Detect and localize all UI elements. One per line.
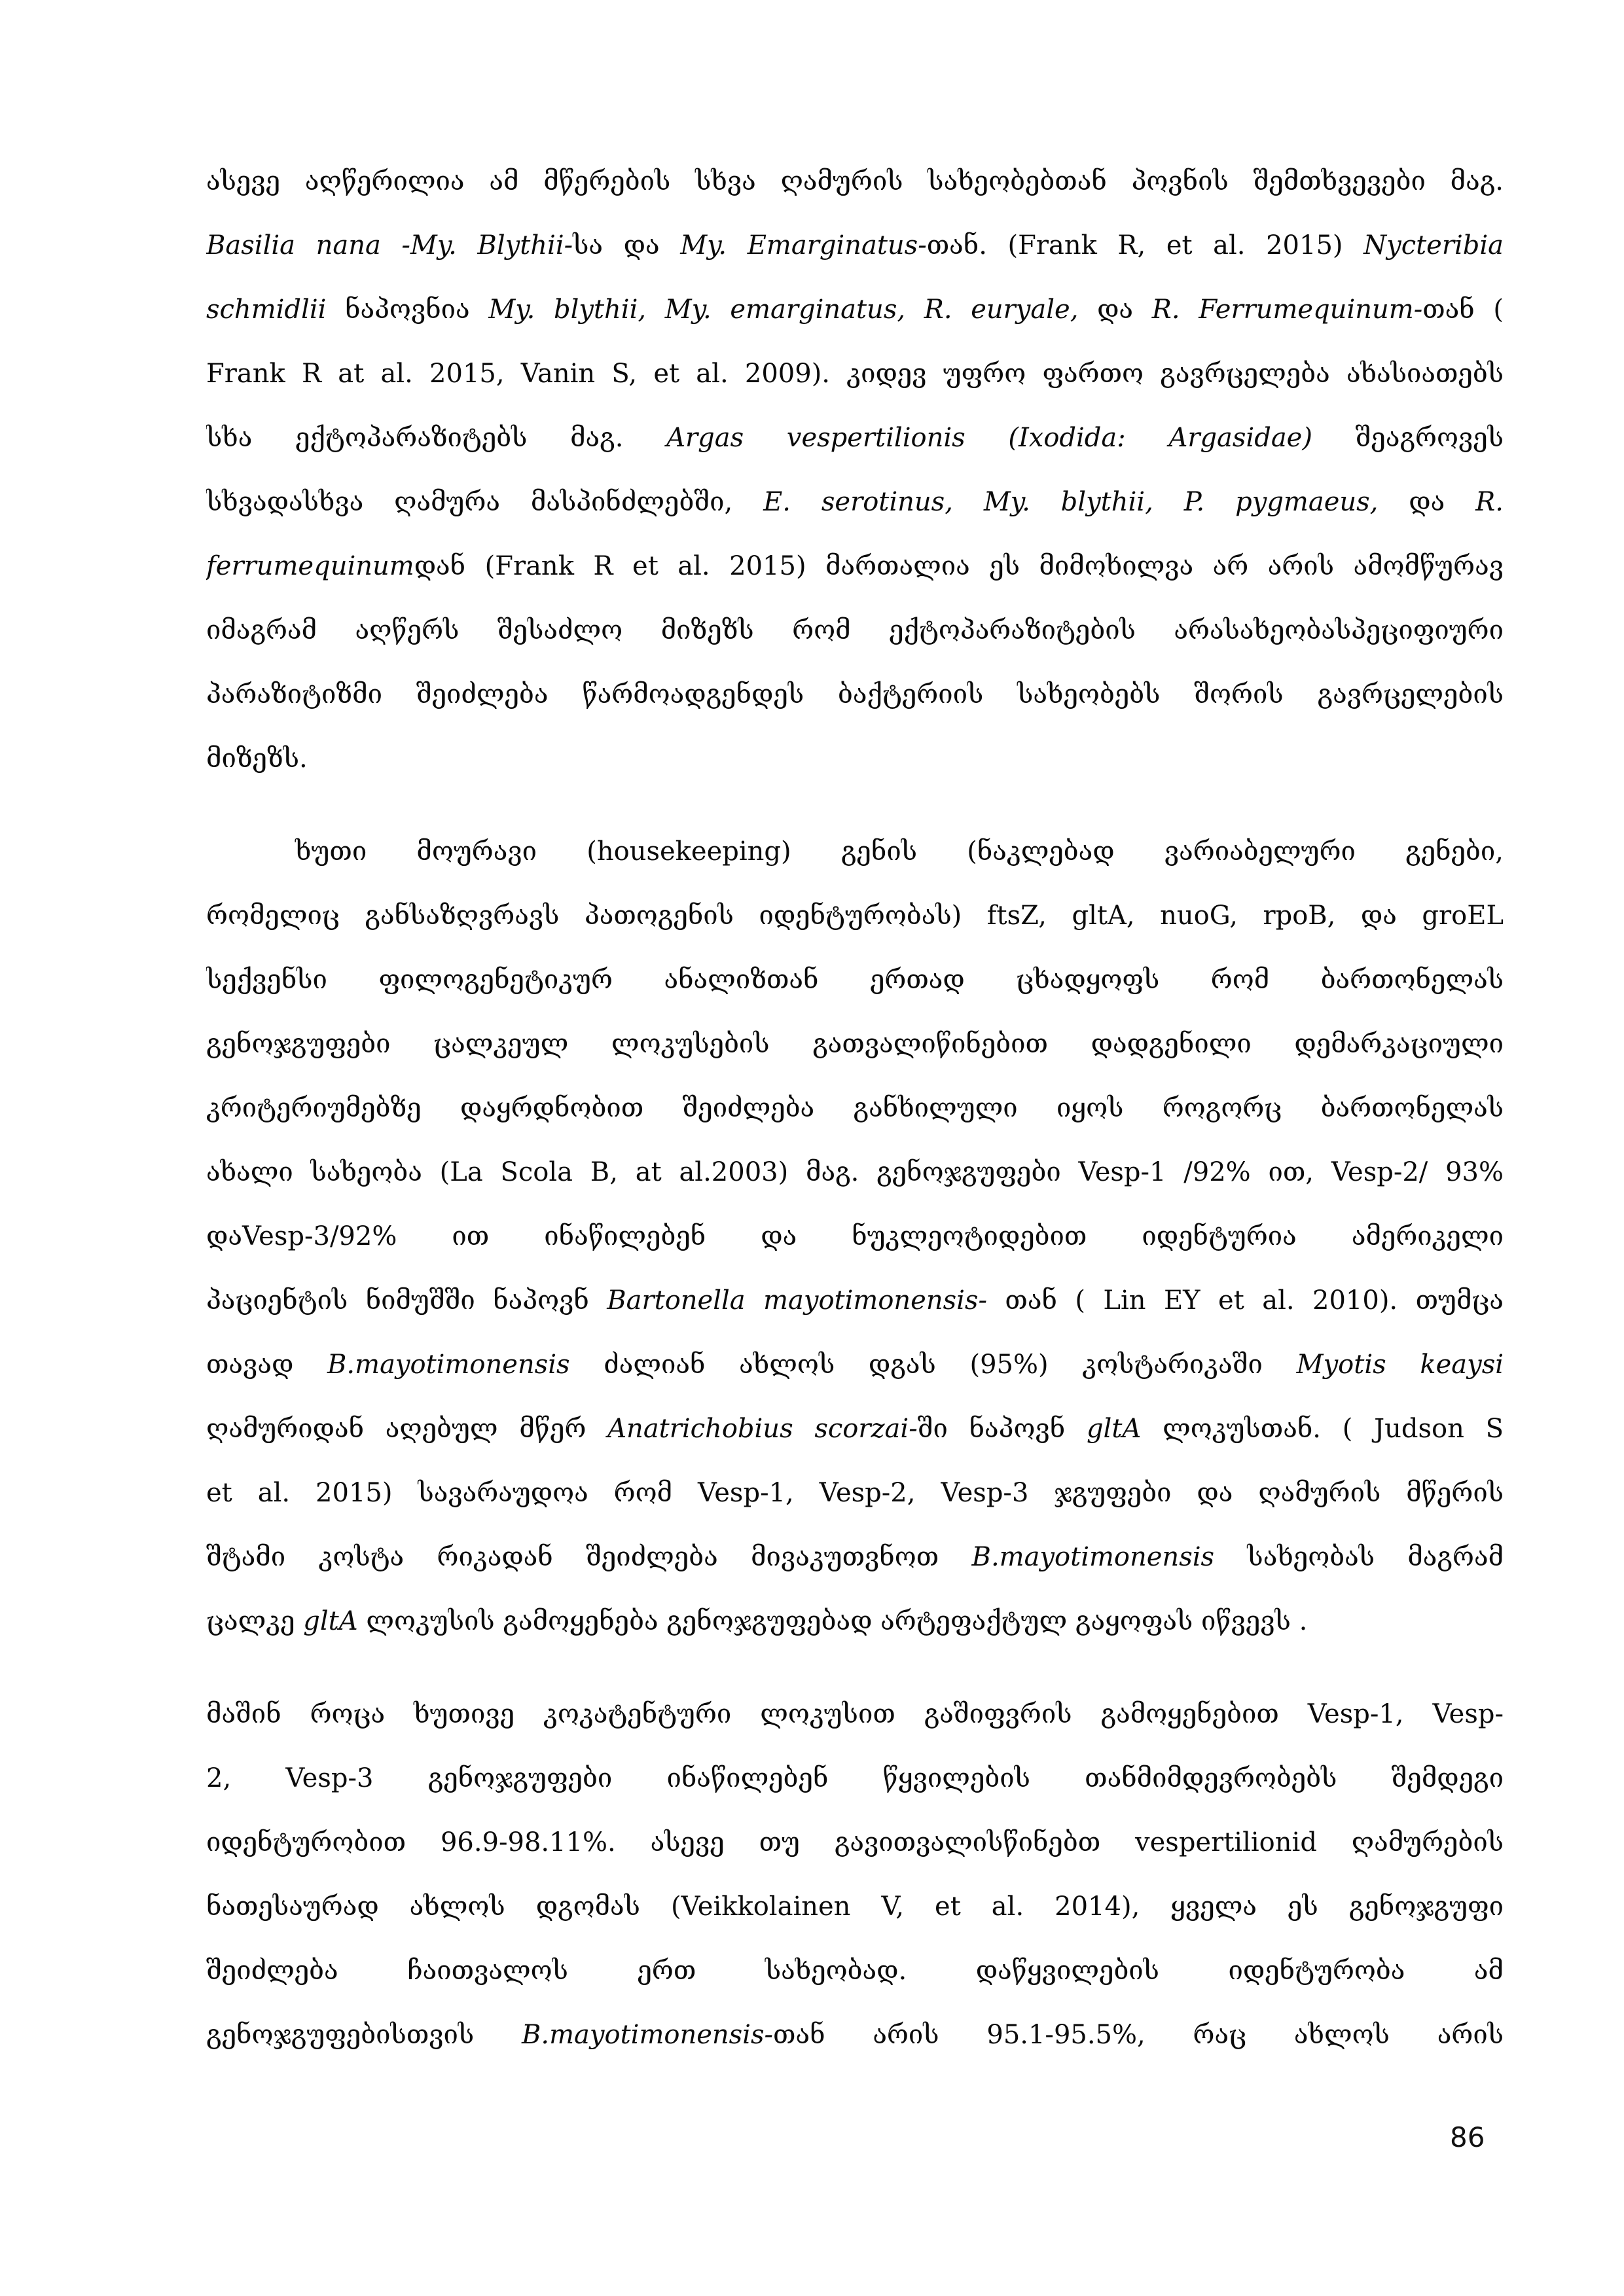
text-line — [206, 598, 1504, 662]
text-run: ახალი სახეობა (La Scola B, at al.2003) მაგ. გენოჯგუფები Vesp-1 /92% ით, Vesp-2/ 93% — [206, 1157, 1504, 1187]
text-line — [206, 213, 1504, 278]
text-run: თან არის 95.1-95.5%, რაც ახლოს არის — [773, 2020, 1504, 2050]
text-line — [206, 1397, 1504, 1461]
text-run: My. blythii, My. emarginatus, R. euryale, — [488, 295, 1098, 325]
text-line — [206, 726, 1504, 791]
text-line — [206, 948, 1504, 1012]
text-line — [206, 1012, 1504, 1076]
text-run: პარაზიტიზმი შეიძლება წარმოადგენდეს ბაქტერიის სახეობებს შორის გავრცელების — [206, 679, 1504, 709]
text-run: et al. 2015) სავარაუდოა რომ Vesp-1, Vesp-2, Vesp-3 ჯგუფები და ღამურის მწერის — [206, 1478, 1504, 1508]
text-run: ღამურიდან აღებულ მწერ — [206, 1414, 608, 1444]
text-run: R. Ferrumequinum- — [1151, 295, 1423, 325]
text-run: ნაპოვნია — [345, 295, 489, 325]
text-line — [206, 470, 1504, 534]
text-run: შეიძლება ჩაითვალოს ერთ სახეობად. დაწყვილების იდენტურობა ამ — [206, 1956, 1504, 1986]
text-line — [206, 1333, 1504, 1397]
text-run: სახეობას მაგრამ — [1247, 1542, 1504, 1572]
text-run: შეაგროვეს — [1355, 423, 1504, 453]
text-run: Bartonella mayotimonensis- — [607, 1285, 987, 1316]
text-line — [206, 1076, 1504, 1140]
text-run: ასევე აღწერილია ამ მწერების სხვა ღამურის სახეობებთან პოვნის შემთხვევები მაგ. — [206, 166, 1504, 196]
text-line — [206, 1204, 1504, 1268]
text-run: Nycteribia — [1363, 230, 1504, 260]
text-line — [206, 2003, 1504, 2067]
text-run: თან ( Lin EY et al. 2010). თუმცა — [986, 1285, 1504, 1316]
text-run: მაშინ როცა ხუთივე კოკატენტური ლოკუსით გაშიფვრის გამოყენებით Vesp-1, Vesp- — [206, 1699, 1504, 1729]
text-run: B.mayotimonensis — [327, 1350, 604, 1380]
text-run: თან. (Frank R, et al. 2015) — [926, 230, 1364, 260]
text-run: თან ( — [1422, 295, 1504, 325]
text-run: Argas vespertilionis (Ixodida: Argasidae) — [666, 423, 1356, 453]
text-line — [206, 1746, 1504, 1810]
paragraph — [206, 149, 1504, 791]
paragraph — [206, 1682, 1504, 2067]
text-line — [206, 278, 1504, 342]
text-line — [206, 1810, 1504, 1874]
text-run: Anatrichobius scorzai- — [607, 1414, 918, 1444]
text-run: ში ნაპოვნ — [917, 1414, 1087, 1444]
text-run: იდენტურობით 96.9-98.11%. ასევე თუ გავითვალისწინებთ vespertilionid ღამურების — [206, 1827, 1504, 1857]
text-column — [206, 149, 1504, 2096]
text-run: E. serotinus, My. blythii, P. pygmaeus, — [763, 487, 1409, 517]
text-line — [206, 1268, 1504, 1333]
text-run: და — [1097, 295, 1152, 325]
text-line — [206, 149, 1504, 213]
text-run: Basilia nana -My. Blythii- — [206, 230, 573, 260]
text-run: იმაგრამ აღწერს შესაძლო მიზეზს რომ ექტოპარაზიტების არასახეობასპეციფიური — [206, 615, 1504, 645]
text-run: სხვადასხვა ღამურა მასპინძლებში, — [206, 487, 764, 517]
text-run: B.mayotimonensis — [971, 1542, 1248, 1572]
text-line — [206, 1140, 1504, 1204]
text-run: ძალიან ახლოს დგას (95%) კოსტარიკაში — [604, 1350, 1297, 1380]
text-line — [206, 819, 1504, 884]
text-line — [206, 1939, 1504, 2003]
text-line — [206, 1682, 1504, 1746]
text-run: Myotis keaysi — [1296, 1350, 1504, 1380]
text-line — [206, 1461, 1504, 1525]
text-run: კრიტერიუმებზე დაყრდნობით შეიძლება განხილული იყოს როგორც ბართონელას — [206, 1093, 1504, 1123]
text-line — [206, 342, 1504, 406]
text-run: მიზეზს. — [206, 744, 308, 774]
text-run: დაVesp-3/92% ით ინაწილებენ და ნუკლეოტიდებით იდენტურია ამერიკელი — [206, 1221, 1504, 1251]
text-run: სხა ექტოპარაზიტებს მაგ. — [206, 423, 667, 453]
page-number: 86 — [1450, 2121, 1485, 2153]
text-line — [206, 1525, 1504, 1589]
text-run: schmidlii — [206, 295, 346, 325]
text-run: და — [1409, 487, 1476, 517]
text-line — [206, 1589, 1504, 1653]
text-run: შტამი კოსტა რიკადან შეიძლება მივაკუთვნოთ — [206, 1542, 972, 1572]
text-line — [206, 1874, 1504, 1939]
text-run: ლოკუსის გამოყენება გენოჯგუფებად არტეფაქტულ გაყოფას იწვევს . — [366, 1606, 1308, 1636]
paragraph — [206, 819, 1504, 1653]
text-run: დან (Frank R et al. 2015) მართალია ეს მიმოხილვა არ არის ამომწურავ — [414, 551, 1504, 581]
text-run: პაციენტის ნიმუშში ნაპოვნ — [206, 1285, 607, 1316]
text-run: სექვენსი ფილოგენეტიკურ ანალიზთან ერთად ცხადყოფს რომ ბართონელას — [206, 965, 1504, 995]
text-run: ხუთი მოურავი (housekeeping) გენის (ნაკლებად ვარიაბელური გენები, — [295, 836, 1504, 867]
text-run: რომელიც განსაზღვრავს პათოგენის იდენტურობას) ftsZ, gltA, nuoG, rpoB, და groEL — [206, 901, 1504, 931]
text-line — [206, 662, 1504, 726]
text-run: ნათესაურად ახლოს დგომას (Veikkolainen V, et al. 2014), ყველა ეს გენოჯგუფი — [206, 1892, 1504, 1922]
text-run: გენოჯგუფები ცალკეულ ლოკუსების გათვალიწინებით დადგენილი დემარკაციული — [206, 1029, 1504, 1059]
text-run: R. — [1475, 487, 1504, 517]
text-line — [206, 884, 1504, 948]
text-run: Frank R at al. 2015, Vanin S, et al. 2009). კიდევ უფრო ფართო გავრცელება ახასიათებს — [206, 359, 1504, 389]
text-run: gltA — [1086, 1414, 1163, 1444]
text-run: ლოკუსთან. ( Judson S — [1163, 1414, 1504, 1444]
text-run: My. Emarginatus- — [680, 230, 927, 260]
text-run: B.mayotimonensis- — [522, 2020, 774, 2050]
text-run: სა და — [573, 230, 681, 260]
text-run: ცალკე — [206, 1606, 304, 1636]
text-run: თავად — [206, 1350, 328, 1380]
text-run: ferrumequinum — [206, 551, 414, 581]
text-run: 2, Vesp-3 გენოჯგუფები ინაწილებენ წყვილების თანმიმდევრობებს შემდეგი — [206, 1763, 1504, 1793]
text-line — [206, 534, 1504, 598]
text-line — [206, 406, 1504, 470]
text-run: gltA — [303, 1606, 367, 1636]
text-run: გენოჯგუფებისთვის — [206, 2020, 522, 2050]
